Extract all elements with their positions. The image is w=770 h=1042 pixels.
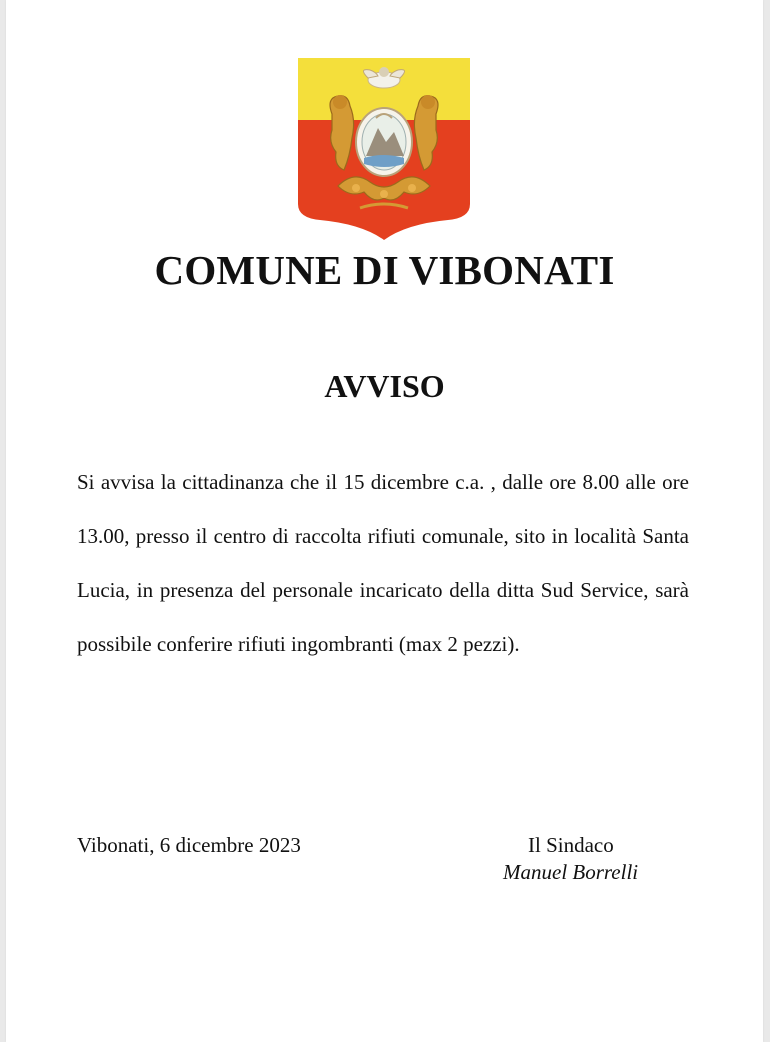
notice-heading: AVVISO: [324, 368, 445, 404]
notice-body: Si avvisa la cittadinanza che il 15 dicembre c.a. , dalle ore 8.00 alle ore 13.00, presso il centro di raccolta rifiuti comunale, sito in località Santa Lucia, in presenza del personale incaricato della ditta Sud Service, sarà possibile conferire rifiuti ingombranti (max 2 pezzi).: [77, 470, 689, 656]
coat-of-arms-icon: [298, 58, 470, 240]
signatory-role: Il Sindaco: [528, 833, 614, 857]
municipality-title: COMUNE DI VIBONATI: [154, 247, 615, 293]
coat-of-arms-emblem: [298, 58, 470, 240]
signatory-name: Manuel Borrelli: [503, 860, 639, 884]
notice-page: [6, 0, 763, 1042]
place-and-date: Vibonati, 6 dicembre 2023: [77, 833, 301, 857]
